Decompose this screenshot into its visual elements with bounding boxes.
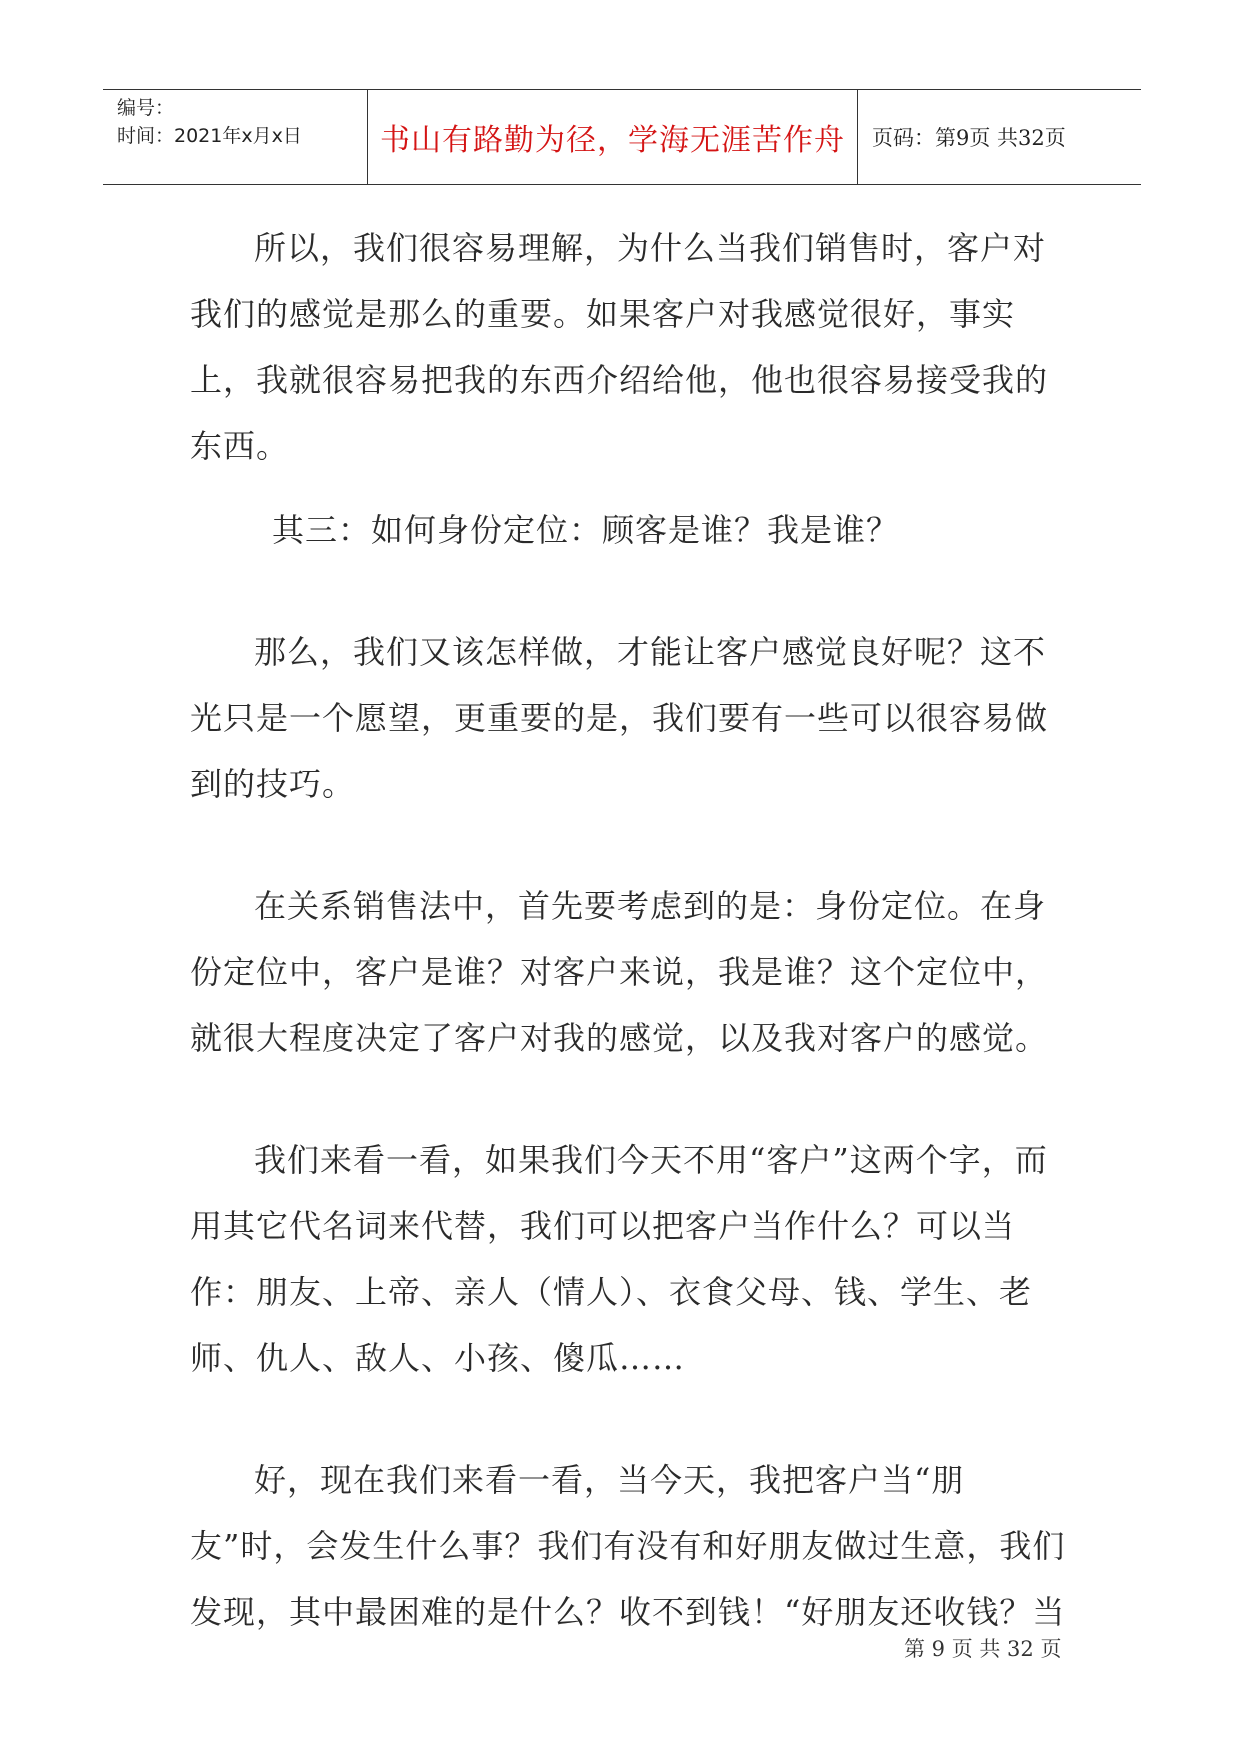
paragraph: 好，现在我们来看一看，当今天，我把客户当“朋友”时，会发生什么事？我们有没有和好朋友做过生意，我们发现，其中最困难的是什么？收不到钱！“好朋友还收钱？当 <box>190 1461 1066 1631</box>
document-number-label: 编号： <box>117 97 175 119</box>
header-motto: 书山有路勤为径，学海无涯苦作舟 <box>368 90 858 184</box>
header-meta <box>103 90 368 184</box>
paragraph: 那么，我们又该怎样做，才能让客户感觉良好呢？这不光只是一个愿望，更重要的是，我们要有一些可以很容易做到的技巧。 <box>190 633 1049 803</box>
section-heading: 其三：如何身份定位：顾客是谁？我是谁？ <box>272 511 900 549</box>
document-body <box>190 215 1070 1645</box>
paragraph: 在关系销售法中，首先要考虑到的是：身份定位。在身份定位中，客户是谁？对客户来说，我是谁？这个定位中，就很大程度决定了客户对我的感觉，以及我对客户的感觉。 <box>190 887 1049 1057</box>
document-time-label: 时间：2021年x月x日 <box>117 125 302 147</box>
page-header <box>103 89 1141 185</box>
header-page-info: 页码：第9页 共32页 <box>872 126 1066 150</box>
paragraph: 所以，我们很容易理解，为什么当我们销售时，客户对我们的感觉是那么的重要。如果客户对我感觉很好，事实上，我就很容易把我的东西介绍给他，他也很容易接受我的东西。 <box>190 229 1049 465</box>
paragraph: 我们来看一看，如果我们今天不用“客户”这两个字，而用其它代名词来代替，我们可以把客户当作什么？可以当作：朋友、上帝、亲人（情人）、衣食父母、钱、学生、老师、仇人、敌人、小孩、傻瓜…… <box>190 1141 1048 1377</box>
page-footer: 第 9 页 共 32 页 <box>904 1637 1062 1661</box>
